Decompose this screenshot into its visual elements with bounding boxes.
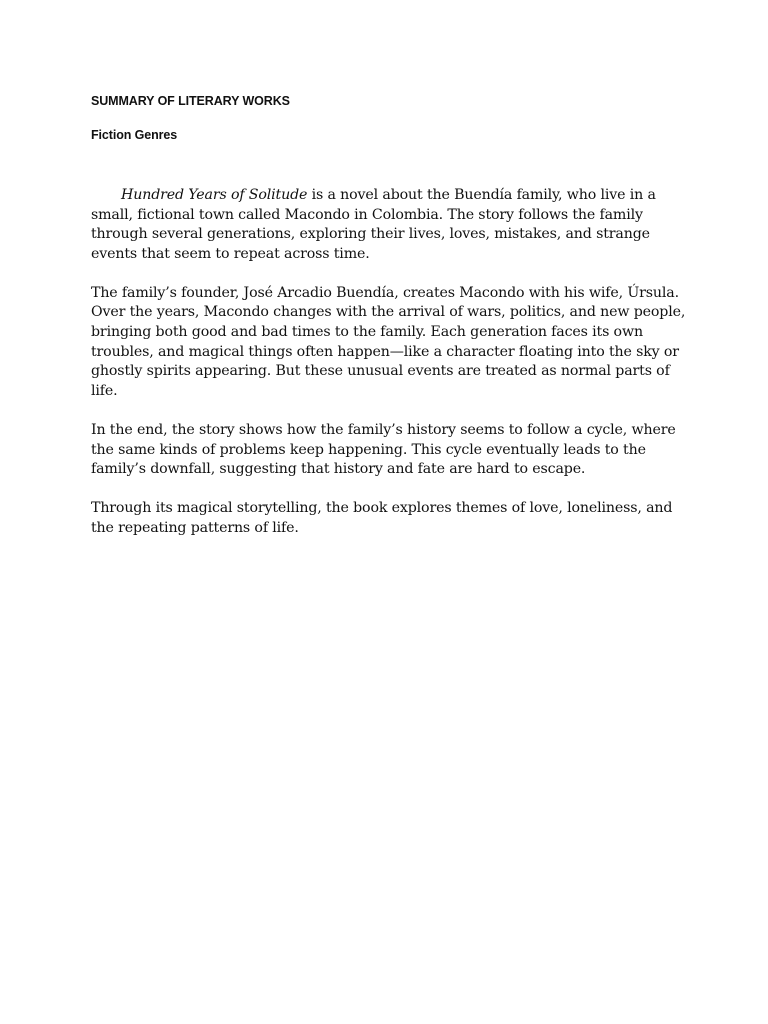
paragraph-intro-line-4: events that seem to repeat across time. [91,245,370,262]
paragraph-founder-line: The family’s founder, José Arcadio Buendía, creates Macondo with his wife, Úrsula. [91,284,679,301]
paragraph-ending-line: the same kinds of problems keep happening. This cycle eventually leads to the [91,441,646,458]
paragraph-ending-line: family’s downfall, suggesting that history and fate are hard to escape. [91,461,586,478]
paragraph-ending [91,421,681,480]
paragraph-founder-line: ghostly spirits appearing. But these unusual events are treated as normal parts of [91,363,670,380]
paragraph-founder-line: bringing both good and bad times to the family. Each generation faces its own [91,324,643,341]
paragraph-themes-line: the repeating patterns of life. [91,519,299,536]
document-body [91,92,686,558]
book-title: Hundred Years of Solitude [121,187,308,203]
paragraph-founder-line: troubles, and magical things often happen—like a character floating into the sky or [91,343,679,360]
document-subtitle: Fiction Genres [91,128,178,142]
paragraph-intro-line-1 [91,186,681,206]
paragraph-founder [91,284,686,402]
paragraph-ending-line: In the end, the story shows how the family’s history seems to follow a cycle, where [91,421,676,438]
paragraph-founder-line: Over the years, Macondo changes with the arrival of wars, politics, and new people, [91,304,686,321]
paragraph-intro-line-3: through several generations, exploring their lives, loves, mistakes, and strange [91,226,650,243]
paragraph-themes [91,499,681,538]
document-title: SUMMARY OF LITERARY WORKS [91,94,290,108]
paragraph-founder-line: life. [91,382,118,399]
paragraph-intro-line-2: small, fictional town called Macondo in Colombia. The story follows the family [91,206,643,223]
paragraph-themes-line: Through its magical storytelling, the book explores themes of love, loneliness, and [91,500,673,517]
paragraph-intro-line-1-text: is a novel about the Buendía family, who live in a [307,187,656,203]
paragraph-intro [91,186,681,264]
